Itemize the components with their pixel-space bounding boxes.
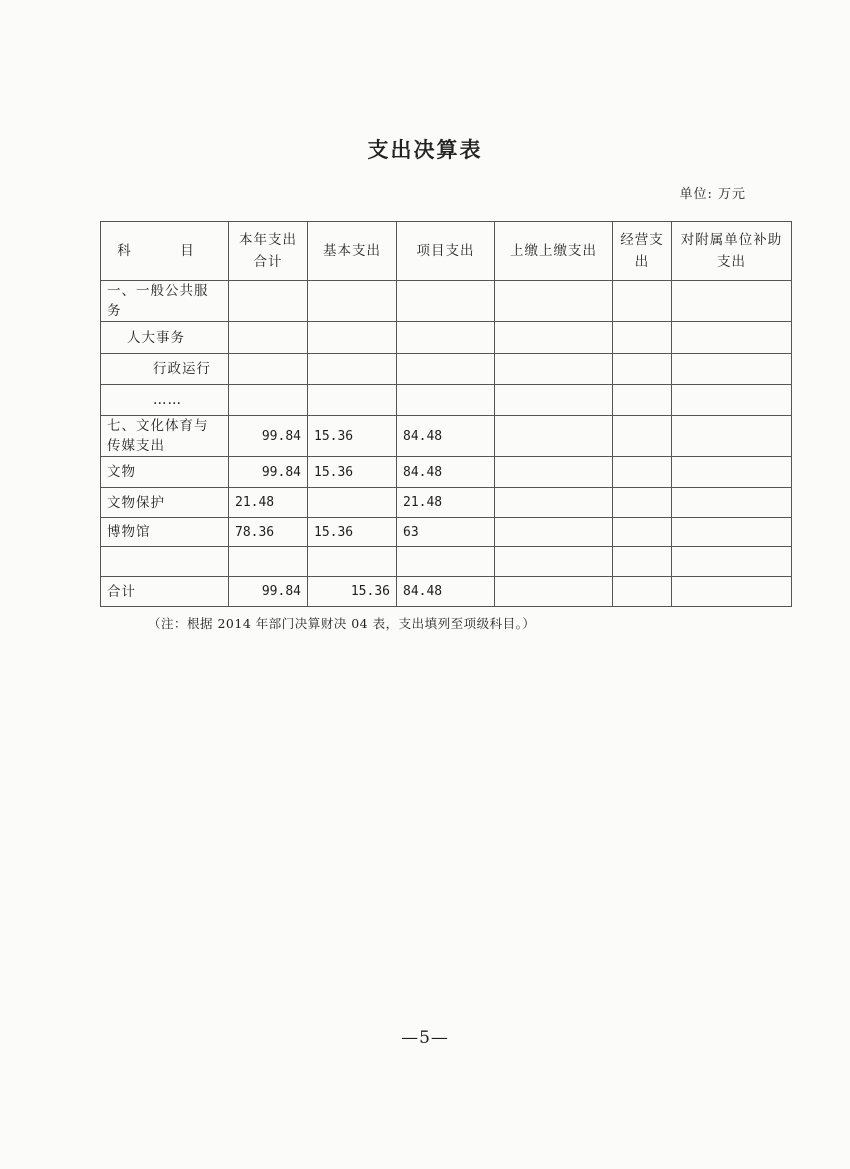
value-cell: [495, 547, 613, 577]
value-cell: [495, 281, 613, 322]
value-cell: [397, 547, 495, 577]
table-footnote: （注：根据 2014 年部门决算财决 04 表，支出填列至项级科目。）: [148, 616, 536, 631]
table-row: [101, 385, 792, 416]
value-cell: [495, 488, 613, 518]
value-cell: [308, 547, 397, 577]
value-cell: [613, 488, 672, 518]
value-cell: [613, 281, 672, 322]
subject-cell: 博物馆: [101, 518, 229, 547]
value-cell: [397, 385, 495, 416]
value-cell: 99.84: [229, 457, 308, 488]
value-cell: [613, 457, 672, 488]
value-cell: [495, 457, 613, 488]
subject-cell: [101, 547, 229, 577]
subject-cell: 七、文化体育与传媒支出: [101, 416, 229, 457]
value-cell: [229, 281, 308, 322]
value-cell: [308, 322, 397, 354]
subject-cell: 文物: [101, 457, 229, 488]
expenditure-table: [100, 221, 792, 607]
value-cell: 84.48: [397, 457, 495, 488]
value-cell: 84.48: [397, 577, 495, 607]
table-header-row: [101, 222, 792, 281]
header-cell: 上缴上缴支出: [495, 222, 613, 281]
value-cell: [495, 322, 613, 354]
value-cell: 15.36: [308, 518, 397, 547]
subject-cell: 一、一般公共服务: [101, 281, 229, 322]
value-cell: 15.36: [308, 457, 397, 488]
table-row: [101, 354, 792, 385]
value-cell: [308, 354, 397, 385]
value-cell: [672, 547, 792, 577]
table-row: [101, 488, 792, 518]
value-cell: [613, 385, 672, 416]
value-cell: 63: [397, 518, 495, 547]
table-row: [101, 416, 792, 457]
value-cell: [672, 577, 792, 607]
total-label-cell: 合计: [101, 577, 229, 607]
value-cell: [308, 281, 397, 322]
value-cell: [495, 385, 613, 416]
value-cell: [672, 518, 792, 547]
value-cell: [672, 354, 792, 385]
value-cell: [229, 385, 308, 416]
value-cell: [672, 322, 792, 354]
header-cell: 对附属单位补助支出: [672, 222, 792, 281]
value-cell: [672, 416, 792, 457]
header-cell: 本年支出合计: [229, 222, 308, 281]
subject-cell: 行政运行: [101, 354, 229, 385]
value-cell: [229, 354, 308, 385]
value-cell: [672, 385, 792, 416]
value-cell: [229, 547, 308, 577]
value-cell: [613, 322, 672, 354]
value-cell: [613, 577, 672, 607]
value-cell: 21.48: [229, 488, 308, 518]
value-cell: [613, 518, 672, 547]
value-cell: [672, 457, 792, 488]
subject-cell: ……: [101, 385, 229, 416]
value-cell: [495, 577, 613, 607]
header-cell: 基本支出: [308, 222, 397, 281]
header-cell: 科 目: [101, 222, 229, 281]
page-title: 支出决算表: [367, 137, 483, 162]
value-cell: 21.48: [397, 488, 495, 518]
header-cell: 项目支出: [397, 222, 495, 281]
value-cell: [495, 416, 613, 457]
table-row: [101, 322, 792, 354]
subject-cell: 人大事务: [101, 322, 229, 354]
unit-label: 单位: 万元: [679, 187, 746, 202]
value-cell: [613, 416, 672, 457]
value-cell: 78.36: [229, 518, 308, 547]
value-cell: [672, 281, 792, 322]
value-cell: [308, 385, 397, 416]
value-cell: [495, 354, 613, 385]
value-cell: [495, 518, 613, 547]
table-row: [101, 281, 792, 322]
value-cell: [229, 322, 308, 354]
value-cell: [397, 354, 495, 385]
value-cell: 15.36: [308, 577, 397, 607]
table-total-row: [101, 577, 792, 607]
value-cell: 84.48: [397, 416, 495, 457]
table-row: [101, 547, 792, 577]
value-cell: 15.36: [308, 416, 397, 457]
value-cell: 99.84: [229, 416, 308, 457]
subject-cell: 文物保护: [101, 488, 229, 518]
value-cell: 99.84: [229, 577, 308, 607]
value-cell: [397, 281, 495, 322]
value-cell: [672, 488, 792, 518]
value-cell: [397, 322, 495, 354]
table-row: [101, 457, 792, 488]
table-row: [101, 518, 792, 547]
header-cell: 经营支出: [613, 222, 672, 281]
page-number: —5—: [401, 1028, 449, 1048]
value-cell: [613, 354, 672, 385]
value-cell: [613, 547, 672, 577]
value-cell: [308, 488, 397, 518]
